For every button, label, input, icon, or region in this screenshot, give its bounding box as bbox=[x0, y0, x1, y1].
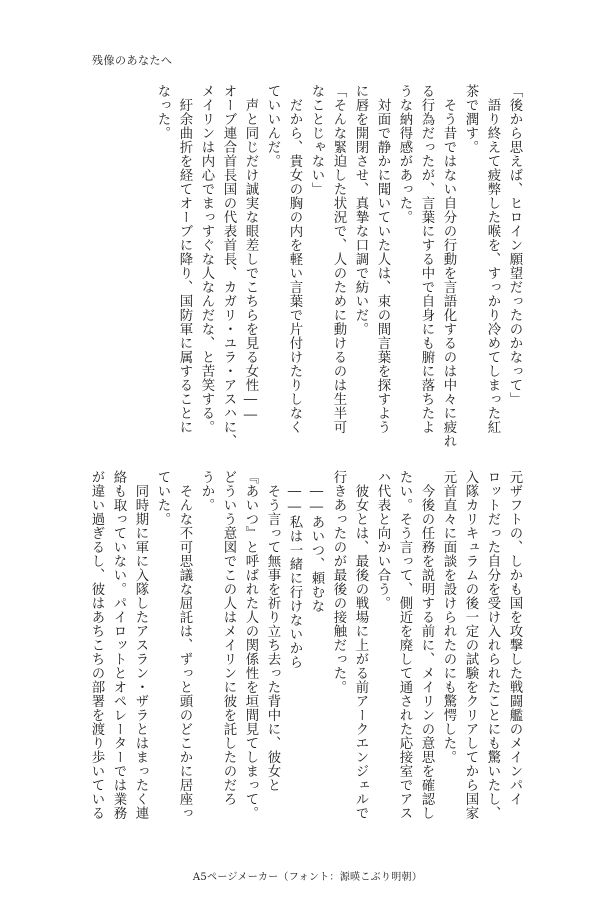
text-line: なことじゃない」 bbox=[309, 84, 324, 196]
text-line: 行きあったのが最後の接触だった。 bbox=[331, 470, 346, 694]
text-line: 彼女とは、最後の戦場に上がる前アークエンジェルで bbox=[353, 470, 368, 820]
text-line: ロットだった自分を受け入れられたことにも驚いたし、 bbox=[485, 470, 500, 820]
text-line: 対面で静かに聞いていた人は、束の間言葉を探すよう bbox=[375, 84, 390, 434]
text-line: そう言って無事を祈り立ち去った背中に、彼女と bbox=[265, 470, 280, 792]
text-line: 語り終えて疲弊した喉を、すっかり冷めてしまった紅 bbox=[485, 84, 500, 434]
text-line: 絡も取っていない。パイロットとオペレーターでは業務 bbox=[111, 470, 126, 820]
text-line: 元ザフトの、しかも国を攻撃した戦闘艦のメインパイ bbox=[507, 470, 522, 806]
text-line: たい。そう言って、側近を廃して通された応接室でアス bbox=[397, 470, 412, 820]
text-line: ――あいつ、頼むな bbox=[309, 470, 324, 614]
text-line: に唇を開閉させ、真摯な口調で紡いだ。 bbox=[353, 84, 368, 336]
text-line: ていた。 bbox=[155, 470, 170, 526]
text-line: 『あいつ』と呼ばれた人の関係性を垣間見てしまって。 bbox=[243, 470, 258, 820]
text-line: 紆余曲折を経てオーブに降り、国防軍に属することに bbox=[177, 84, 192, 434]
text-line: 声と同じだけ誠実な眼差しでこちらを見る女性―― bbox=[243, 84, 258, 424]
text-line: 茶で潤す。 bbox=[463, 84, 478, 154]
text-line: る行為だったが、言葉にする中で自身にも腑に落ちたよ bbox=[419, 84, 434, 434]
page-header-title: 残像のあなたへ bbox=[92, 54, 173, 67]
text-line: が違い過ぎるし、彼はあちこちの部署を渡り歩いている bbox=[89, 470, 104, 820]
text-block-bottom bbox=[85, 470, 525, 820]
text-line: 今後の任務を説明する前に、メイリンの意思を確認し bbox=[419, 470, 434, 820]
text-line: ハ代表と向かい合う。 bbox=[375, 470, 390, 610]
text-line: そんな不可思議な屈託は、ずっと頭のどこかに居座っ bbox=[177, 470, 192, 820]
text-line: うか。 bbox=[199, 470, 214, 512]
text-line: ていいんだ。 bbox=[265, 84, 280, 168]
text-line: ――私は一緒に行けないから bbox=[287, 470, 302, 670]
text-line: なった。 bbox=[155, 84, 170, 140]
text-block-top bbox=[151, 84, 525, 448]
text-line: 入隊カリキュラムの後一定の試験をクリアしてから国家 bbox=[463, 470, 478, 820]
text-line: 同時期に軍に入隊したアスラン・ザラとはまったく連 bbox=[133, 470, 148, 820]
text-line: 「後から思えば、ヒロイン願望だったのかなって」 bbox=[507, 84, 522, 406]
text-line: どういう意図でこの人はメイリンに彼を託したのだろ bbox=[221, 470, 236, 806]
text-line: うな納得感があった。 bbox=[397, 84, 412, 224]
text-line: オーブ連合首長国の代表首長、カガリ・ユラ・アスハに、 bbox=[221, 84, 236, 448]
text-line: 元首直々に面談を設けられたのにも驚愕した。 bbox=[441, 470, 456, 764]
text-line: 「そんな緊迫した状況で、人のために動けるのは生半可 bbox=[331, 84, 346, 434]
text-line: そう昔ではない自分の行動を言語化するのは中々に疲れ bbox=[441, 84, 456, 448]
text-line: メイリンは内心でまっすぐな人なんだな、と苦笑する。 bbox=[199, 84, 214, 434]
text-line: だから、貴女の胸の内を軽い言葉で片付けたりしなく bbox=[287, 84, 302, 434]
page-footer: A5ページメーカー（フォント：源暎こぶり明朝） bbox=[192, 872, 423, 883]
